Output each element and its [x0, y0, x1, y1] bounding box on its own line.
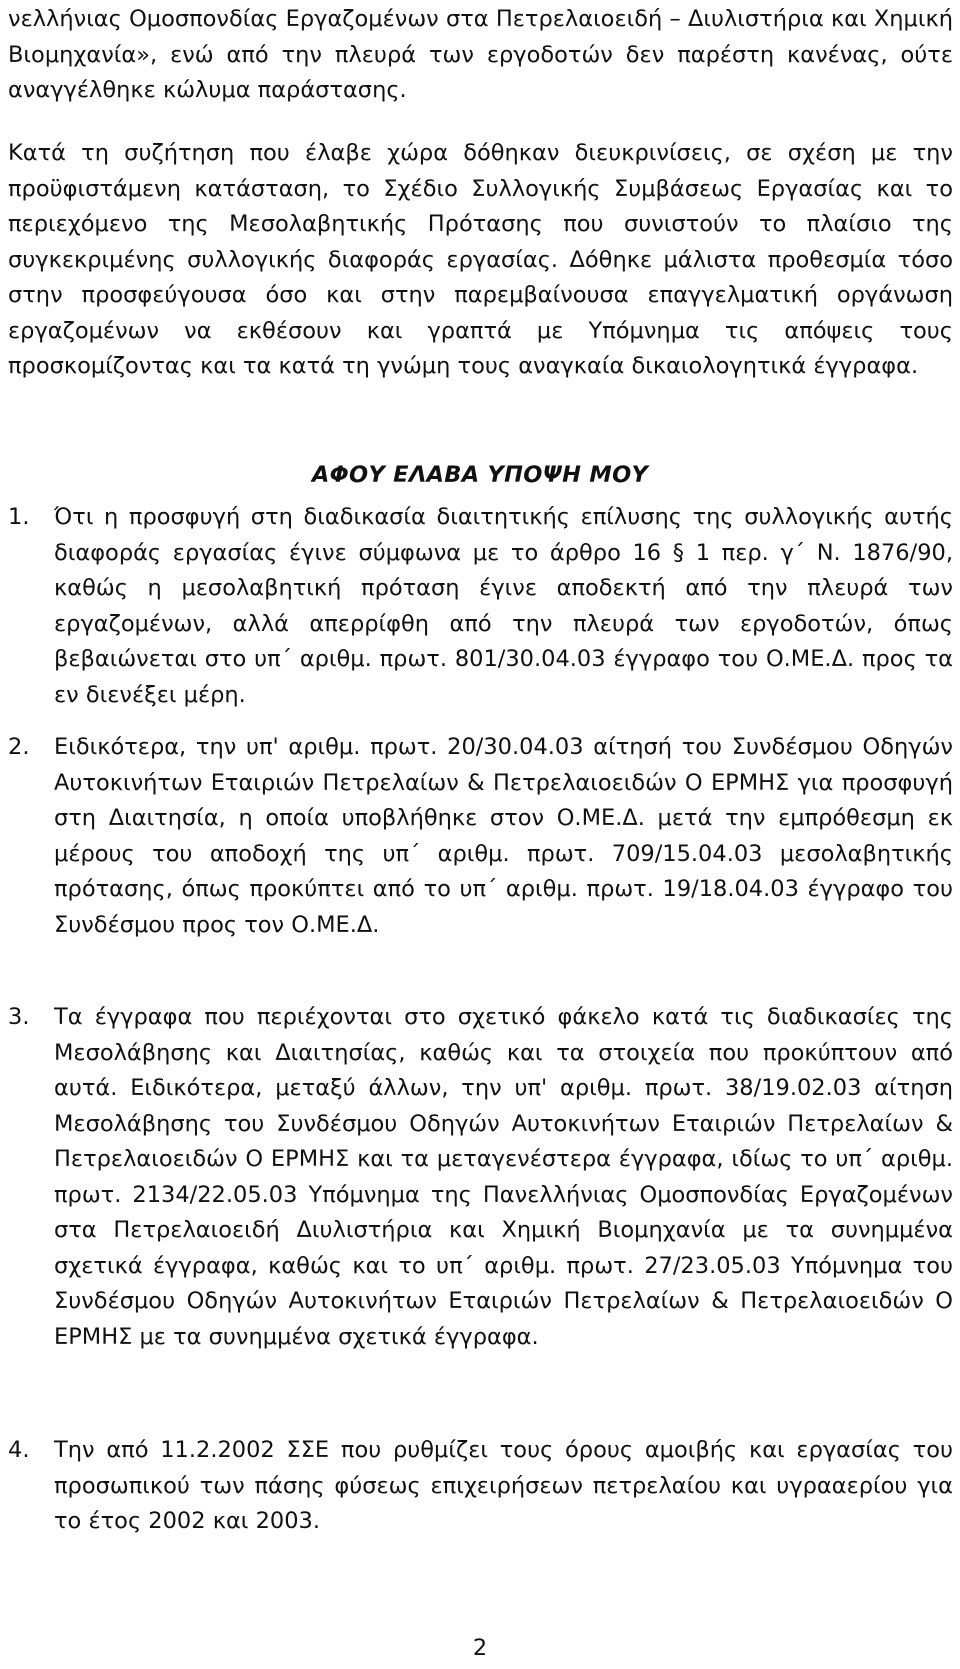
- paragraph-discussion: Κατά τη συζήτηση που έλαβε χώρα δόθηκαν διευκρινίσεις, σε σχέση με την προϋφιστάμενη κατάσταση, το Σχέδιο Συλλογικής Συμβάσεως Εργασίας και το περιεχόμενο της Μεσολαβητικής Πρότασης που συνιστούν το πλαίσιο της συγκεκριμένης συλλογικής διαφοράς εργασίας. Δόθηκε μάλιστα προθεσμία τόσο στην προσφεύγουσα όσο και στην παρεμβαίνουσα επαγγελματική οργάνωση εργαζομένων να εκθέσουν και γραπτά με Υπόμνημα τις απόψεις τους προσκομίζοντας και τα κατά τη γνώμη τους αναγκαία δικαιολογητικά έγγραφα.: [8, 140, 953, 379]
- list-item-number: 2.: [8, 734, 30, 760]
- list-item-number: 4.: [8, 1437, 30, 1463]
- list-item-text: Την από 11.2.2002 ΣΣΕ που ρυθμίζει τους όρους αμοιβής και εργασίας του προσωπικού των πάσης φύσεως επιχειρήσεων πετρελαίου και υγρααερίου για το έτος 2002 και 2003.: [54, 1437, 953, 1534]
- list-item-text: Τα έγγραφα που περιέχονται στο σχετικό φάκελο κατά τις διαδικασίες της Μεσολάβησης και Διαιτησίας, καθώς και τα στοιχεία που προκύπτουν από αυτά. Ειδικότερα, μεταξύ άλλων, την υπ' αριθμ. πρωτ. 38/19.02.03 αίτηση Μεσολάβησης του Συνδέσμου Οδηγών Αυτοκινήτων Εταιριών Πετρελαίων & Πετρελαιοειδών Ο ΕΡΜΗΣ και τα μεταγενέστερα έγγραφα, ιδίως το υπ΄ αριθμ. πρωτ. 2134/22.05.03 Υπόμνημα της Πανελλήνιας Ομοσπονδίας Εργαζομένων στα Πετρελαιοειδή Διυλιστήρια και Χημική Βιομηχανία με τα συνημμένα σχετικά έγγραφα, καθώς και το υπ΄ αριθμ. πρωτ. 27/23.05.03 Υπόμνημα του Συνδέσμου Οδηγών Αυτοκινήτων Εταιριών Πετρελαίων & Πετρελαιοειδών Ο ΕΡΜΗΣ με τα συνημμένα σχετικά έγγραφα.: [54, 1004, 953, 1350]
- page-number: 2: [472, 1635, 488, 1661]
- list-item-text: Ειδικότερα, την υπ' αριθμ. πρωτ. 20/30.04.03 αίτησή του Συνδέσμου Οδηγών Αυτοκινήτων Εταιριών Πετρελαίων & Πετρελαιοειδών Ο ΕΡΜΗΣ για προσφυγή στη Διαιτησία, η οποία υποβλήθηκε στον Ο.ΜΕ.Δ. μετά την εμπρόθεσμη εκ μέρους του αποδοχή της υπ΄ αριθμ. πρωτ. 709/15.04.03 μεσολαβητικής πρότασης, όπως προκύπτει από το υπ΄ αριθμ. πρωτ. 19/18.04.03 έγγραφο του Συνδέσμου προς τον Ο.ΜΕ.Δ.: [54, 734, 953, 938]
- list-item-number: 3.: [8, 1004, 30, 1030]
- list-item-text: Ότι η προσφυγή στη διαδικασία διαιτητικής επίλυσης της συλλογικής αυτής διαφοράς εργασίας έγινε σύμφωνα με το άρθρο 16 § 1 περ. γ΄ Ν. 1876/90, καθώς η μεσολαβητική πρόταση έγινε αποδεκτή από την πλευρά των εργαζομένων, αλλά απερρίφθη από την πλευρά των εργοδοτών, όπως βεβαιώνεται στο υπ΄ αριθμ. πρωτ. 801/30.04.03 έγγραφο του Ο.ΜΕ.Δ. προς τα εν διενέξει μέρη.: [54, 504, 953, 708]
- section-heading: ΑΦΟΥ ΕΛΑΒΑ ΥΠΟΨΗ ΜΟΥ: [311, 462, 649, 488]
- list-item-number: 1.: [8, 504, 30, 530]
- paragraph-continuation: νελλήνιας Ομοσπονδίας Εργαζομένων στα Πετρελαιοειδή – Διυλιστήρια και Χημική Βιομηχανία», ενώ από την πλευρά των εργοδοτών δεν παρέστη κανένας, ούτε αναγγέλθηκε κώλυμα παράστασης.: [8, 6, 953, 103]
